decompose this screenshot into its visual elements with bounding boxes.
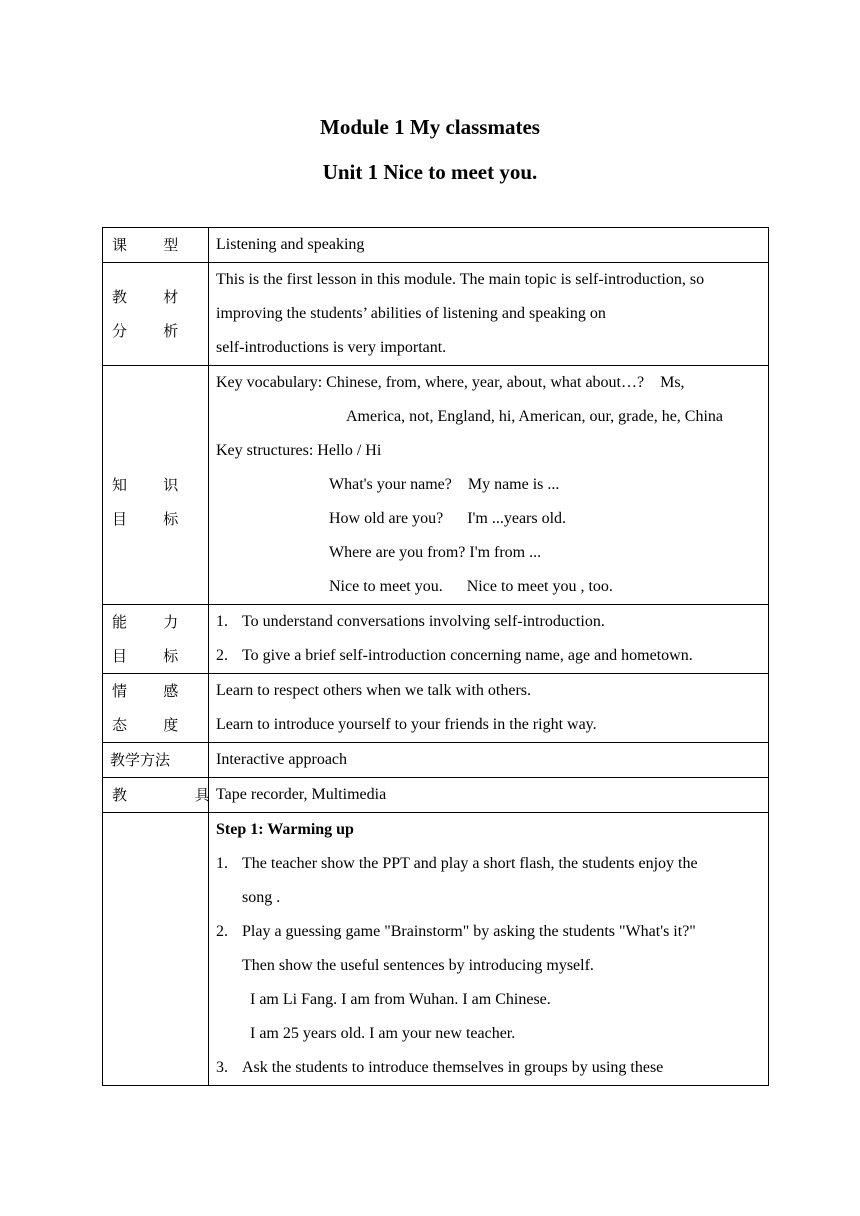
row-teaching-method [103, 743, 769, 778]
label-lesson-type: 课 型 [112, 236, 195, 254]
procedure-item-number: 2. [216, 923, 228, 940]
procedure-item-text: Ask the students to introduce themselves in groups by using these [242, 1059, 664, 1076]
teaching-method-value: Interactive approach [216, 751, 348, 768]
ability-item-number: 1. [216, 613, 228, 630]
row-knowledge-objectives [103, 366, 769, 605]
lesson-plan-table [102, 227, 769, 1086]
procedure-item-text-cont: Then show the useful sentences by introducing myself. [242, 957, 594, 974]
label-ability-1: 能 力 [112, 613, 195, 631]
label-knowledge-1: 知 识 [112, 476, 195, 494]
ability-item-text: To understand conversations involving self-introduction. [242, 613, 605, 630]
structure-line: Nice to meet you. Nice to meet you , too. [329, 578, 613, 595]
procedure-item-number: 3. [216, 1059, 228, 1076]
row-emotion-attitude [103, 674, 769, 743]
procedure-item [216, 915, 762, 949]
key-vocabulary-cont: America, not, England, hi, American, our, grade, he, China [346, 408, 724, 425]
page-subtitle: Unit 1 Nice to meet you. [322, 160, 538, 184]
material-line: improving the students’ abilities of listening and speaking on [216, 305, 606, 322]
row-material-analysis [103, 263, 769, 366]
ability-item-number: 2. [216, 647, 228, 664]
emotion-line: Learn to introduce yourself to your friends in the right way. [216, 716, 597, 733]
emotion-line: Learn to respect others when we talk with others. [216, 682, 532, 699]
ability-item-text: To give a brief self-introduction concerning name, age and hometown. [242, 647, 693, 664]
example-sentence: I am Li Fang. I am from Wuhan. I am Chinese. [250, 991, 551, 1008]
row-ability-objectives [103, 605, 769, 674]
material-line: self-introductions is very important. [216, 339, 447, 356]
label-teaching-tools: 教 具 [112, 786, 242, 804]
ability-item [216, 605, 762, 639]
procedure-item [216, 1051, 762, 1085]
label-ability-2: 目 标 [112, 647, 195, 665]
procedure-item-text: The teacher show the PPT and play a short flash, the students enjoy the [242, 855, 698, 872]
key-vocabulary: Key vocabulary: Chinese, from, where, year, about, what about…? Ms, [216, 374, 685, 391]
structure-line: How old are you? I'm ...years old. [329, 510, 567, 527]
example-sentence: I am 25 years old. I am your new teacher. [250, 1025, 516, 1042]
row-lesson-type [103, 228, 769, 263]
label-emotion-1: 情 感 [112, 682, 195, 700]
label-material-1: 教 材 [112, 288, 195, 306]
key-structures: Key structures: Hello / Hi [216, 442, 382, 459]
structure-line: Where are you from? I'm from ... [329, 544, 542, 561]
row-procedure [103, 813, 769, 1086]
lesson-type-value: Listening and speaking [216, 236, 365, 253]
label-material-2: 分 析 [112, 322, 195, 340]
procedure-item-number: 1. [216, 855, 228, 872]
step-heading: Step 1: Warming up [216, 821, 354, 838]
ability-item [216, 639, 762, 673]
row-teaching-tools [103, 778, 769, 813]
procedure-item-text: Play a guessing game "Brainstorm" by asking the students "What's it?" [242, 923, 696, 940]
procedure-item [216, 847, 762, 881]
page-title: Module 1 My classmates [320, 115, 540, 139]
label-emotion-2: 态 度 [112, 716, 195, 734]
label-teaching-method: 教学方法 [110, 751, 171, 769]
procedure-item-text-cont: song . [242, 889, 281, 906]
teaching-tools-value: Tape recorder, Multimedia [216, 786, 387, 803]
label-knowledge-2: 目 标 [112, 510, 195, 528]
material-line: This is the first lesson in this module. The main topic is self-introduction, so [216, 271, 705, 288]
structure-line: What's your name? My name is ... [329, 476, 560, 493]
